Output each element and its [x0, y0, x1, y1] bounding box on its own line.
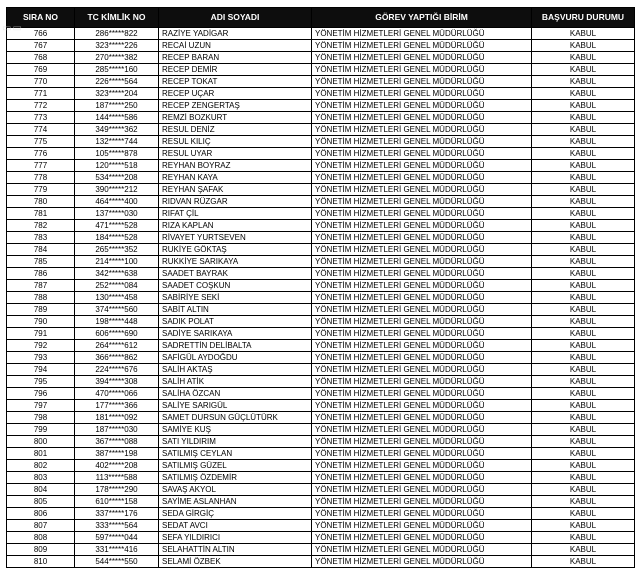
table-row — [7, 556, 635, 568]
cell-gorev-birim: YÖNETİM HİZMETLERİ GENEL MÜDÜRLÜĞÜ — [312, 316, 532, 328]
cell-gorev-birim: YÖNETİM HİZMETLERİ GENEL MÜDÜRLÜĞÜ — [312, 208, 532, 220]
cell-gorev-birim: YÖNETİM HİZMETLERİ GENEL MÜDÜRLÜĞÜ — [312, 532, 532, 544]
table-row — [7, 340, 635, 352]
cell-gorev-birim: YÖNETİM HİZMETLERİ GENEL MÜDÜRLÜĞÜ — [312, 64, 532, 76]
cell-sira-no: 786 — [7, 268, 75, 280]
cell-gorev-birim: YÖNETİM HİZMETLERİ GENEL MÜDÜRLÜĞÜ — [312, 148, 532, 160]
cell-adi-soyadi: RAZİYE YADİGAR — [159, 28, 312, 40]
cell-gorev-birim: YÖNETİM HİZMETLERİ GENEL MÜDÜRLÜĞÜ — [312, 172, 532, 184]
cell-tc-kimlik-no: 331*****416 — [75, 544, 159, 556]
cell-sira-no: 796 — [7, 388, 75, 400]
cell-sira-no: 792 — [7, 340, 75, 352]
cell-tc-kimlik-no: 177*****366 — [75, 400, 159, 412]
cell-basvuru-durumu: KABUL — [532, 472, 635, 484]
cell-basvuru-durumu: KABUL — [532, 508, 635, 520]
cell-adi-soyadi: RECEP ZENGERTAŞ — [159, 100, 312, 112]
cell-basvuru-durumu: KABUL — [532, 124, 635, 136]
cell-sira-no: 775 — [7, 136, 75, 148]
cell-tc-kimlik-no: 394*****308 — [75, 376, 159, 388]
cell-adi-soyadi: RIZA KAPLAN — [159, 220, 312, 232]
cell-gorev-birim: YÖNETİM HİZMETLERİ GENEL MÜDÜRLÜĞÜ — [312, 40, 532, 52]
table-row — [7, 496, 635, 508]
cell-adi-soyadi: RIDVAN RÜZGAR — [159, 196, 312, 208]
cell-tc-kimlik-no: 224*****676 — [75, 364, 159, 376]
cell-tc-kimlik-no: 252*****084 — [75, 280, 159, 292]
table-row — [7, 52, 635, 64]
cell-tc-kimlik-no: 387*****198 — [75, 448, 159, 460]
cell-sira-no: 766 — [7, 28, 75, 40]
cell-gorev-birim: YÖNETİM HİZMETLERİ GENEL MÜDÜRLÜĞÜ — [312, 388, 532, 400]
cell-gorev-birim: YÖNETİM HİZMETLERİ GENEL MÜDÜRLÜĞÜ — [312, 544, 532, 556]
cell-tc-kimlik-no: 184*****528 — [75, 232, 159, 244]
cell-tc-kimlik-no: 187*****250 — [75, 100, 159, 112]
cell-adi-soyadi: SATILMIŞ CEYLAN — [159, 448, 312, 460]
header-gorev-birim: GÖREV YAPTIĞI BİRİM — [312, 8, 532, 28]
cell-basvuru-durumu: KABUL — [532, 292, 635, 304]
cell-basvuru-durumu: KABUL — [532, 400, 635, 412]
cell-tc-kimlik-no: 137*****030 — [75, 208, 159, 220]
cell-sira-no: 768 — [7, 52, 75, 64]
cell-tc-kimlik-no: 342*****638 — [75, 268, 159, 280]
table-row — [7, 160, 635, 172]
cell-sira-no: 802 — [7, 460, 75, 472]
cell-adi-soyadi: SAADET BAYRAK — [159, 268, 312, 280]
table-row — [7, 412, 635, 424]
cell-tc-kimlik-no: 597*****044 — [75, 532, 159, 544]
cell-sira-no: 789 — [7, 304, 75, 316]
cell-adi-soyadi: SABİRİYE SEKİ — [159, 292, 312, 304]
cell-tc-kimlik-no: 144*****586 — [75, 112, 159, 124]
cell-tc-kimlik-no: 214*****100 — [75, 256, 159, 268]
cell-basvuru-durumu: KABUL — [532, 76, 635, 88]
cell-gorev-birim: YÖNETİM HİZMETLERİ GENEL MÜDÜRLÜĞÜ — [312, 52, 532, 64]
cell-basvuru-durumu: KABUL — [532, 160, 635, 172]
table-row — [7, 172, 635, 184]
cell-sira-no: 780 — [7, 196, 75, 208]
table-row — [7, 196, 635, 208]
cell-tc-kimlik-no: 113*****588 — [75, 472, 159, 484]
cell-tc-kimlik-no: 470*****066 — [75, 388, 159, 400]
cell-basvuru-durumu: KABUL — [532, 424, 635, 436]
table-row — [7, 424, 635, 436]
cell-gorev-birim: YÖNETİM HİZMETLERİ GENEL MÜDÜRLÜĞÜ — [312, 400, 532, 412]
table-row — [7, 88, 635, 100]
cell-basvuru-durumu: KABUL — [532, 196, 635, 208]
cell-gorev-birim: YÖNETİM HİZMETLERİ GENEL MÜDÜRLÜĞÜ — [312, 184, 532, 196]
table-body — [7, 28, 635, 568]
cell-tc-kimlik-no: 178*****290 — [75, 484, 159, 496]
cell-gorev-birim: YÖNETİM HİZMETLERİ GENEL MÜDÜRLÜĞÜ — [312, 328, 532, 340]
cell-adi-soyadi: RESUL DENİZ — [159, 124, 312, 136]
cell-gorev-birim: YÖNETİM HİZMETLERİ GENEL MÜDÜRLÜĞÜ — [312, 76, 532, 88]
cell-basvuru-durumu: KABUL — [532, 496, 635, 508]
cell-tc-kimlik-no: 120*****518 — [75, 160, 159, 172]
table-row — [7, 124, 635, 136]
cell-adi-soyadi: SAMET DURSUN GÜÇLÜTÜRK — [159, 412, 312, 424]
cell-adi-soyadi: SABİT ALTIN — [159, 304, 312, 316]
cell-tc-kimlik-no: 226*****564 — [75, 76, 159, 88]
cell-adi-soyadi: REYHAN BOYRAZ — [159, 160, 312, 172]
cell-gorev-birim: YÖNETİM HİZMETLERİ GENEL MÜDÜRLÜĞÜ — [312, 448, 532, 460]
cell-sira-no: 779 — [7, 184, 75, 196]
cell-adi-soyadi: RESUL KILIÇ — [159, 136, 312, 148]
cell-basvuru-durumu: KABUL — [532, 148, 635, 160]
table-row — [7, 472, 635, 484]
cell-tc-kimlik-no: 265*****352 — [75, 244, 159, 256]
table-row — [7, 352, 635, 364]
cell-basvuru-durumu: KABUL — [532, 460, 635, 472]
cell-basvuru-durumu: KABUL — [532, 88, 635, 100]
cell-tc-kimlik-no: 130*****458 — [75, 292, 159, 304]
table-row — [7, 40, 635, 52]
cell-basvuru-durumu: KABUL — [532, 316, 635, 328]
table-row — [7, 292, 635, 304]
cell-sira-no: 787 — [7, 280, 75, 292]
cell-tc-kimlik-no: 323*****204 — [75, 88, 159, 100]
cell-sira-no: 769 — [7, 64, 75, 76]
cell-tc-kimlik-no: 264*****612 — [75, 340, 159, 352]
cell-sira-no: 790 — [7, 316, 75, 328]
cell-adi-soyadi: REMZİ BOZKURT — [159, 112, 312, 124]
cell-adi-soyadi: RECEP BARAN — [159, 52, 312, 64]
cell-basvuru-durumu: KABUL — [532, 304, 635, 316]
table-row — [7, 508, 635, 520]
cell-tc-kimlik-no: 402*****208 — [75, 460, 159, 472]
cell-basvuru-durumu: KABUL — [532, 112, 635, 124]
cell-basvuru-durumu: KABUL — [532, 376, 635, 388]
cell-adi-soyadi: RECEP UÇAR — [159, 88, 312, 100]
cell-gorev-birim: YÖNETİM HİZMETLERİ GENEL MÜDÜRLÜĞÜ — [312, 100, 532, 112]
table-row — [7, 220, 635, 232]
cell-gorev-birim: YÖNETİM HİZMETLERİ GENEL MÜDÜRLÜĞÜ — [312, 412, 532, 424]
cell-gorev-birim: YÖNETİM HİZMETLERİ GENEL MÜDÜRLÜĞÜ — [312, 460, 532, 472]
cell-gorev-birim: YÖNETİM HİZMETLERİ GENEL MÜDÜRLÜĞÜ — [312, 424, 532, 436]
cell-sira-no: 795 — [7, 376, 75, 388]
cell-sira-no: 807 — [7, 520, 75, 532]
cell-sira-no: 804 — [7, 484, 75, 496]
cell-tc-kimlik-no: 285*****160 — [75, 64, 159, 76]
cell-adi-soyadi: SALİHA ÖZCAN — [159, 388, 312, 400]
cell-sira-no: 798 — [7, 412, 75, 424]
cell-adi-soyadi: SATILMIŞ ÖZDEMİR — [159, 472, 312, 484]
cell-adi-soyadi: RECEP DEMİR — [159, 64, 312, 76]
applicant-table — [6, 7, 635, 568]
cell-sira-no: 784 — [7, 244, 75, 256]
cell-sira-no: 801 — [7, 448, 75, 460]
cell-adi-soyadi: RUKİYE GÖKTAŞ — [159, 244, 312, 256]
cell-tc-kimlik-no: 181*****092 — [75, 412, 159, 424]
cell-tc-kimlik-no: 374*****560 — [75, 304, 159, 316]
cell-gorev-birim: YÖNETİM HİZMETLERİ GENEL MÜDÜRLÜĞÜ — [312, 364, 532, 376]
cell-sira-no: 781 — [7, 208, 75, 220]
cell-basvuru-durumu: KABUL — [532, 328, 635, 340]
cell-adi-soyadi: SEDA GİRGİÇ — [159, 508, 312, 520]
cell-sira-no: 773 — [7, 112, 75, 124]
cell-tc-kimlik-no: 367*****088 — [75, 436, 159, 448]
cell-gorev-birim: YÖNETİM HİZMETLERİ GENEL MÜDÜRLÜĞÜ — [312, 304, 532, 316]
cell-adi-soyadi: SAADET COŞKUN — [159, 280, 312, 292]
cell-adi-soyadi: SEDAT AVCI — [159, 520, 312, 532]
cell-tc-kimlik-no: 606*****690 — [75, 328, 159, 340]
cell-gorev-birim: YÖNETİM HİZMETLERİ GENEL MÜDÜRLÜĞÜ — [312, 220, 532, 232]
cell-gorev-birim: YÖNETİM HİZMETLERİ GENEL MÜDÜRLÜĞÜ — [312, 124, 532, 136]
table-row — [7, 400, 635, 412]
cell-gorev-birim: YÖNETİM HİZMETLERİ GENEL MÜDÜRLÜĞÜ — [312, 436, 532, 448]
table-row — [7, 316, 635, 328]
table-row — [7, 268, 635, 280]
cell-basvuru-durumu: KABUL — [532, 100, 635, 112]
cell-sira-no: 805 — [7, 496, 75, 508]
cell-sira-no: 774 — [7, 124, 75, 136]
table-row — [7, 28, 635, 40]
cell-gorev-birim: YÖNETİM HİZMETLERİ GENEL MÜDÜRLÜĞÜ — [312, 268, 532, 280]
cell-adi-soyadi: SADIK POLAT — [159, 316, 312, 328]
cell-gorev-birim: YÖNETİM HİZMETLERİ GENEL MÜDÜRLÜĞÜ — [312, 484, 532, 496]
cell-basvuru-durumu: KABUL — [532, 436, 635, 448]
cell-sira-no: 782 — [7, 220, 75, 232]
cell-gorev-birim: YÖNETİM HİZMETLERİ GENEL MÜDÜRLÜĞÜ — [312, 196, 532, 208]
cell-basvuru-durumu: KABUL — [532, 412, 635, 424]
cell-gorev-birim: YÖNETİM HİZMETLERİ GENEL MÜDÜRLÜĞÜ — [312, 340, 532, 352]
cell-basvuru-durumu: KABUL — [532, 64, 635, 76]
cell-tc-kimlik-no: 132*****744 — [75, 136, 159, 148]
cell-sira-no: 767 — [7, 40, 75, 52]
table-row — [7, 376, 635, 388]
cell-tc-kimlik-no: 198*****448 — [75, 316, 159, 328]
cell-basvuru-durumu: KABUL — [532, 520, 635, 532]
cell-tc-kimlik-no: 286*****822 — [75, 28, 159, 40]
cell-sira-no: 771 — [7, 88, 75, 100]
cell-adi-soyadi: SELAHATTİN ALTIN — [159, 544, 312, 556]
table-row — [7, 448, 635, 460]
table-row — [7, 460, 635, 472]
cell-gorev-birim: YÖNETİM HİZMETLERİ GENEL MÜDÜRLÜĞÜ — [312, 136, 532, 148]
cell-gorev-birim: YÖNETİM HİZMETLERİ GENEL MÜDÜRLÜĞÜ — [312, 292, 532, 304]
cell-sira-no: 778 — [7, 172, 75, 184]
cell-sira-no: 794 — [7, 364, 75, 376]
cell-basvuru-durumu: KABUL — [532, 544, 635, 556]
cell-basvuru-durumu: KABUL — [532, 208, 635, 220]
cell-basvuru-durumu: KABUL — [532, 220, 635, 232]
table-row — [7, 532, 635, 544]
cell-basvuru-durumu: KABUL — [532, 364, 635, 376]
cell-gorev-birim: YÖNETİM HİZMETLERİ GENEL MÜDÜRLÜĞÜ — [312, 112, 532, 124]
cell-gorev-birim: YÖNETİM HİZMETLERİ GENEL MÜDÜRLÜĞÜ — [312, 496, 532, 508]
cell-adi-soyadi: SALİH ATİK — [159, 376, 312, 388]
cell-tc-kimlik-no: 390*****212 — [75, 184, 159, 196]
cell-tc-kimlik-no: 610*****158 — [75, 496, 159, 508]
table-row — [7, 544, 635, 556]
cell-basvuru-durumu: KABUL — [532, 184, 635, 196]
cell-tc-kimlik-no: 323*****226 — [75, 40, 159, 52]
cell-basvuru-durumu: KABUL — [532, 448, 635, 460]
cell-adi-soyadi: RUKKİYE SARIKAYA — [159, 256, 312, 268]
cell-gorev-birim: YÖNETİM HİZMETLERİ GENEL MÜDÜRLÜĞÜ — [312, 232, 532, 244]
cell-adi-soyadi: RECEP TOKAT — [159, 76, 312, 88]
table-row — [7, 112, 635, 124]
table-row — [7, 364, 635, 376]
cell-basvuru-durumu: KABUL — [532, 556, 635, 568]
cell-adi-soyadi: SAMİYE KUŞ — [159, 424, 312, 436]
cell-sira-no: 770 — [7, 76, 75, 88]
cell-sira-no: 806 — [7, 508, 75, 520]
cell-basvuru-durumu: KABUL — [532, 280, 635, 292]
cell-gorev-birim: YÖNETİM HİZMETLERİ GENEL MÜDÜRLÜĞÜ — [312, 508, 532, 520]
cell-tc-kimlik-no: 270*****382 — [75, 52, 159, 64]
cell-tc-kimlik-no: 534*****208 — [75, 172, 159, 184]
cell-basvuru-durumu: KABUL — [532, 484, 635, 496]
cell-basvuru-durumu: KABUL — [532, 28, 635, 40]
cell-gorev-birim: YÖNETİM HİZMETLERİ GENEL MÜDÜRLÜĞÜ — [312, 280, 532, 292]
header-tc-kimlik-no: TC KİMLİK NO — [75, 8, 159, 28]
cell-sira-no: 797 — [7, 400, 75, 412]
cell-gorev-birim: YÖNETİM HİZMETLERİ GENEL MÜDÜRLÜĞÜ — [312, 256, 532, 268]
cell-adi-soyadi: RESUL UYAR — [159, 148, 312, 160]
table-row — [7, 520, 635, 532]
cell-sira-no: 791 — [7, 328, 75, 340]
cell-sira-no: 808 — [7, 532, 75, 544]
table-row — [7, 64, 635, 76]
table-row — [7, 280, 635, 292]
cell-basvuru-durumu: KABUL — [532, 40, 635, 52]
cell-sira-no: 803 — [7, 472, 75, 484]
cell-sira-no: 799 — [7, 424, 75, 436]
cell-sira-no: 777 — [7, 160, 75, 172]
cell-basvuru-durumu: KABUL — [532, 244, 635, 256]
cell-adi-soyadi: SAVAŞ AKYOL — [159, 484, 312, 496]
table-row — [7, 184, 635, 196]
cell-gorev-birim: YÖNETİM HİZMETLERİ GENEL MÜDÜRLÜĞÜ — [312, 352, 532, 364]
cell-gorev-birim: YÖNETİM HİZMETLERİ GENEL MÜDÜRLÜĞÜ — [312, 160, 532, 172]
cell-sira-no: 783 — [7, 232, 75, 244]
cell-gorev-birim: YÖNETİM HİZMETLERİ GENEL MÜDÜRLÜĞÜ — [312, 472, 532, 484]
cell-sira-no: 776 — [7, 148, 75, 160]
table-row — [7, 208, 635, 220]
cell-tc-kimlik-no: 349*****362 — [75, 124, 159, 136]
cell-basvuru-durumu: KABUL — [532, 388, 635, 400]
cell-adi-soyadi: SATI YILDIRIM — [159, 436, 312, 448]
table-row — [7, 232, 635, 244]
cell-basvuru-durumu: KABUL — [532, 52, 635, 64]
cell-gorev-birim: YÖNETİM HİZMETLERİ GENEL MÜDÜRLÜĞÜ — [312, 28, 532, 40]
header-adi-soyadi: ADI SOYADI — [159, 8, 312, 28]
cell-tc-kimlik-no: 471*****528 — [75, 220, 159, 232]
cell-tc-kimlik-no: 464*****400 — [75, 196, 159, 208]
cell-tc-kimlik-no: 366*****862 — [75, 352, 159, 364]
cell-adi-soyadi: SADİYE SARIKAYA — [159, 328, 312, 340]
table-row — [7, 388, 635, 400]
cell-gorev-birim: YÖNETİM HİZMETLERİ GENEL MÜDÜRLÜĞÜ — [312, 376, 532, 388]
table-row — [7, 328, 635, 340]
cell-tc-kimlik-no: 105*****878 — [75, 148, 159, 160]
header-sira-no: SIRA NO — [7, 8, 75, 28]
table-row — [7, 304, 635, 316]
cell-adi-soyadi: SEFA YILDIRICI — [159, 532, 312, 544]
table-row — [7, 244, 635, 256]
cell-sira-no: 785 — [7, 256, 75, 268]
table-row — [7, 100, 635, 112]
table-row — [7, 256, 635, 268]
cell-tc-kimlik-no: 337*****176 — [75, 508, 159, 520]
cell-sira-no: 800 — [7, 436, 75, 448]
cell-sira-no: 793 — [7, 352, 75, 364]
cell-basvuru-durumu: KABUL — [532, 256, 635, 268]
cell-basvuru-durumu: KABUL — [532, 532, 635, 544]
table-row — [7, 484, 635, 496]
cell-sira-no: 772 — [7, 100, 75, 112]
cell-gorev-birim: YÖNETİM HİZMETLERİ GENEL MÜDÜRLÜĞÜ — [312, 88, 532, 100]
cell-tc-kimlik-no: 187*****030 — [75, 424, 159, 436]
cell-basvuru-durumu: KABUL — [532, 172, 635, 184]
cell-adi-soyadi: RECAİ UZUN — [159, 40, 312, 52]
cell-tc-kimlik-no: 333*****564 — [75, 520, 159, 532]
cell-adi-soyadi: REYHAN KAYA — [159, 172, 312, 184]
cell-adi-soyadi: SADRETTİN DELİBALTA — [159, 340, 312, 352]
cell-adi-soyadi: SAYİME ASLANHAN — [159, 496, 312, 508]
table-header-row — [7, 8, 635, 28]
cell-adi-soyadi: REYHAN ŞAFAK — [159, 184, 312, 196]
cell-basvuru-durumu: KABUL — [532, 352, 635, 364]
table-row — [7, 148, 635, 160]
watermark-logo: ▭▭ — [2, 23, 23, 34]
cell-sira-no: 810 — [7, 556, 75, 568]
cell-basvuru-durumu: KABUL — [532, 136, 635, 148]
cell-adi-soyadi: SALİYE SARIGÜL — [159, 400, 312, 412]
cell-gorev-birim: YÖNETİM HİZMETLERİ GENEL MÜDÜRLÜĞÜ — [312, 244, 532, 256]
cell-basvuru-durumu: KABUL — [532, 232, 635, 244]
cell-gorev-birim: YÖNETİM HİZMETLERİ GENEL MÜDÜRLÜĞÜ — [312, 556, 532, 568]
cell-sira-no: 809 — [7, 544, 75, 556]
document-page — [6, 7, 634, 568]
table-row — [7, 136, 635, 148]
cell-basvuru-durumu: KABUL — [532, 268, 635, 280]
cell-adi-soyadi: RIFAT ÇİL — [159, 208, 312, 220]
cell-adi-soyadi: SELAMİ ÖZBEK — [159, 556, 312, 568]
cell-adi-soyadi: SAFİGÜL AYDOĞDU — [159, 352, 312, 364]
table-row — [7, 76, 635, 88]
header-basvuru-durumu: BAŞVURU DURUMU — [532, 8, 635, 28]
cell-sira-no: 788 — [7, 292, 75, 304]
cell-basvuru-durumu: KABUL — [532, 340, 635, 352]
cell-gorev-birim: YÖNETİM HİZMETLERİ GENEL MÜDÜRLÜĞÜ — [312, 520, 532, 532]
cell-adi-soyadi: SATILMIŞ GÜZEL — [159, 460, 312, 472]
cell-adi-soyadi: RİVAYET YURTSEVEN — [159, 232, 312, 244]
cell-adi-soyadi: SALİH AKTAŞ — [159, 364, 312, 376]
table-row — [7, 436, 635, 448]
cell-tc-kimlik-no: 544*****550 — [75, 556, 159, 568]
